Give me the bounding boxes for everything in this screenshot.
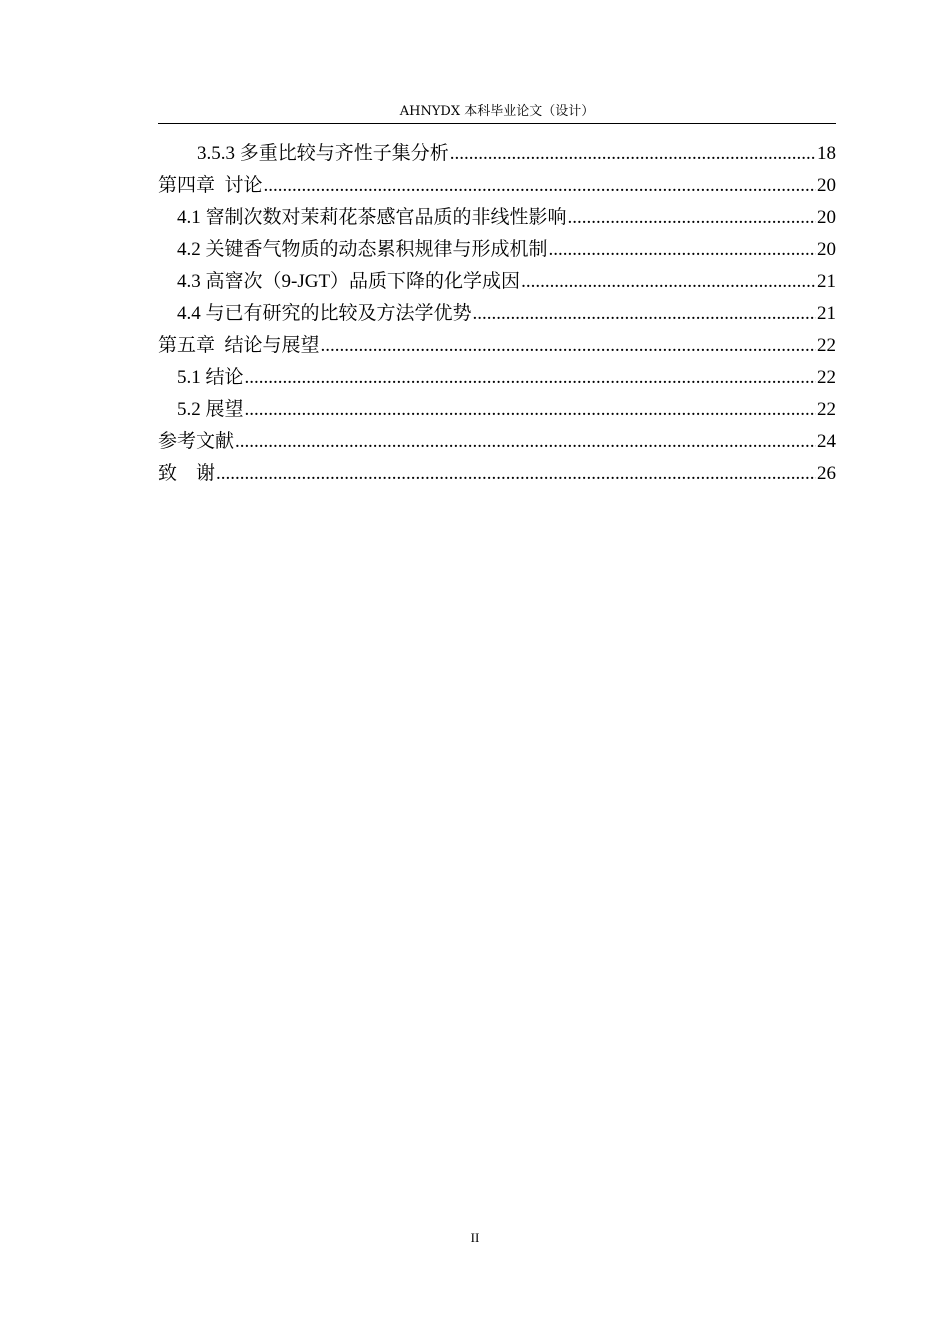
toc-entry-page: 22 bbox=[817, 335, 836, 356]
toc-entry-title: 致 谢 bbox=[158, 463, 216, 484]
toc-entry-page: 26 bbox=[817, 463, 836, 484]
toc-entry-page: 18 bbox=[817, 143, 836, 164]
toc-entry-page: 24 bbox=[817, 431, 836, 452]
toc-entry-title: 3.5.3 多重比较与齐性子集分析 bbox=[197, 143, 449, 164]
toc-entry-page: 22 bbox=[817, 367, 836, 388]
table-of-contents bbox=[158, 138, 836, 490]
toc-entry-chapter-5[interactable] bbox=[158, 330, 836, 362]
toc-entry-page: 20 bbox=[817, 207, 836, 228]
page-header: AHNYDX 本科毕业论文（设计） bbox=[399, 104, 595, 119]
toc-entry-page: 20 bbox=[817, 175, 836, 196]
toc-entry-title: 4.3 高窨次（9-JGT）品质下降的化学成因 bbox=[177, 271, 521, 292]
toc-leader-dots bbox=[568, 202, 816, 234]
toc-leader-dots bbox=[321, 330, 816, 362]
header-rule bbox=[158, 123, 836, 124]
toc-entry-title: 4.2 关键香气物质的动态累积规律与形成机制 bbox=[177, 239, 548, 260]
toc-entry-page: 22 bbox=[817, 399, 836, 420]
toc-leader-dots bbox=[473, 298, 816, 330]
toc-leader-dots bbox=[245, 394, 816, 426]
toc-entry-4-1[interactable] bbox=[158, 202, 836, 234]
toc-leader-dots bbox=[521, 266, 816, 298]
toc-leader-dots bbox=[264, 170, 816, 202]
toc-entry-title: 5.1 结论 bbox=[177, 367, 244, 388]
toc-entry-title: 第四章 讨论 bbox=[158, 175, 263, 196]
toc-entry-title: 4.1 窨制次数对茉莉花茶感官品质的非线性影响 bbox=[177, 207, 567, 228]
toc-leader-dots bbox=[450, 138, 816, 170]
toc-leader-dots bbox=[245, 362, 816, 394]
toc-entry-title: 5.2 展望 bbox=[177, 399, 244, 420]
toc-entry-4-4[interactable] bbox=[158, 298, 836, 330]
toc-entry-title: 第五章 结论与展望 bbox=[158, 335, 320, 356]
toc-entry-references[interactable] bbox=[158, 426, 836, 458]
toc-leader-dots bbox=[549, 234, 816, 266]
toc-entry-page: 20 bbox=[817, 239, 836, 260]
toc-leader-dots bbox=[216, 458, 816, 490]
toc-entry-5-1[interactable] bbox=[158, 362, 836, 394]
toc-entry-title: 4.4 与已有研究的比较及方法学优势 bbox=[177, 303, 472, 324]
toc-entry-acknowledgements[interactable] bbox=[158, 458, 836, 490]
toc-entry-chapter-4[interactable] bbox=[158, 170, 836, 202]
toc-entry-page: 21 bbox=[817, 271, 836, 292]
toc-entry-title: 参考文献 bbox=[158, 431, 235, 452]
toc-entry-3-5-3[interactable] bbox=[158, 138, 836, 170]
toc-entry-page: 21 bbox=[817, 303, 836, 324]
toc-leader-dots bbox=[235, 426, 816, 458]
toc-entry-5-2[interactable] bbox=[158, 394, 836, 426]
toc-entry-4-3[interactable] bbox=[158, 266, 836, 298]
page-number: II bbox=[470, 1230, 480, 1245]
toc-entry-4-2[interactable] bbox=[158, 234, 836, 266]
